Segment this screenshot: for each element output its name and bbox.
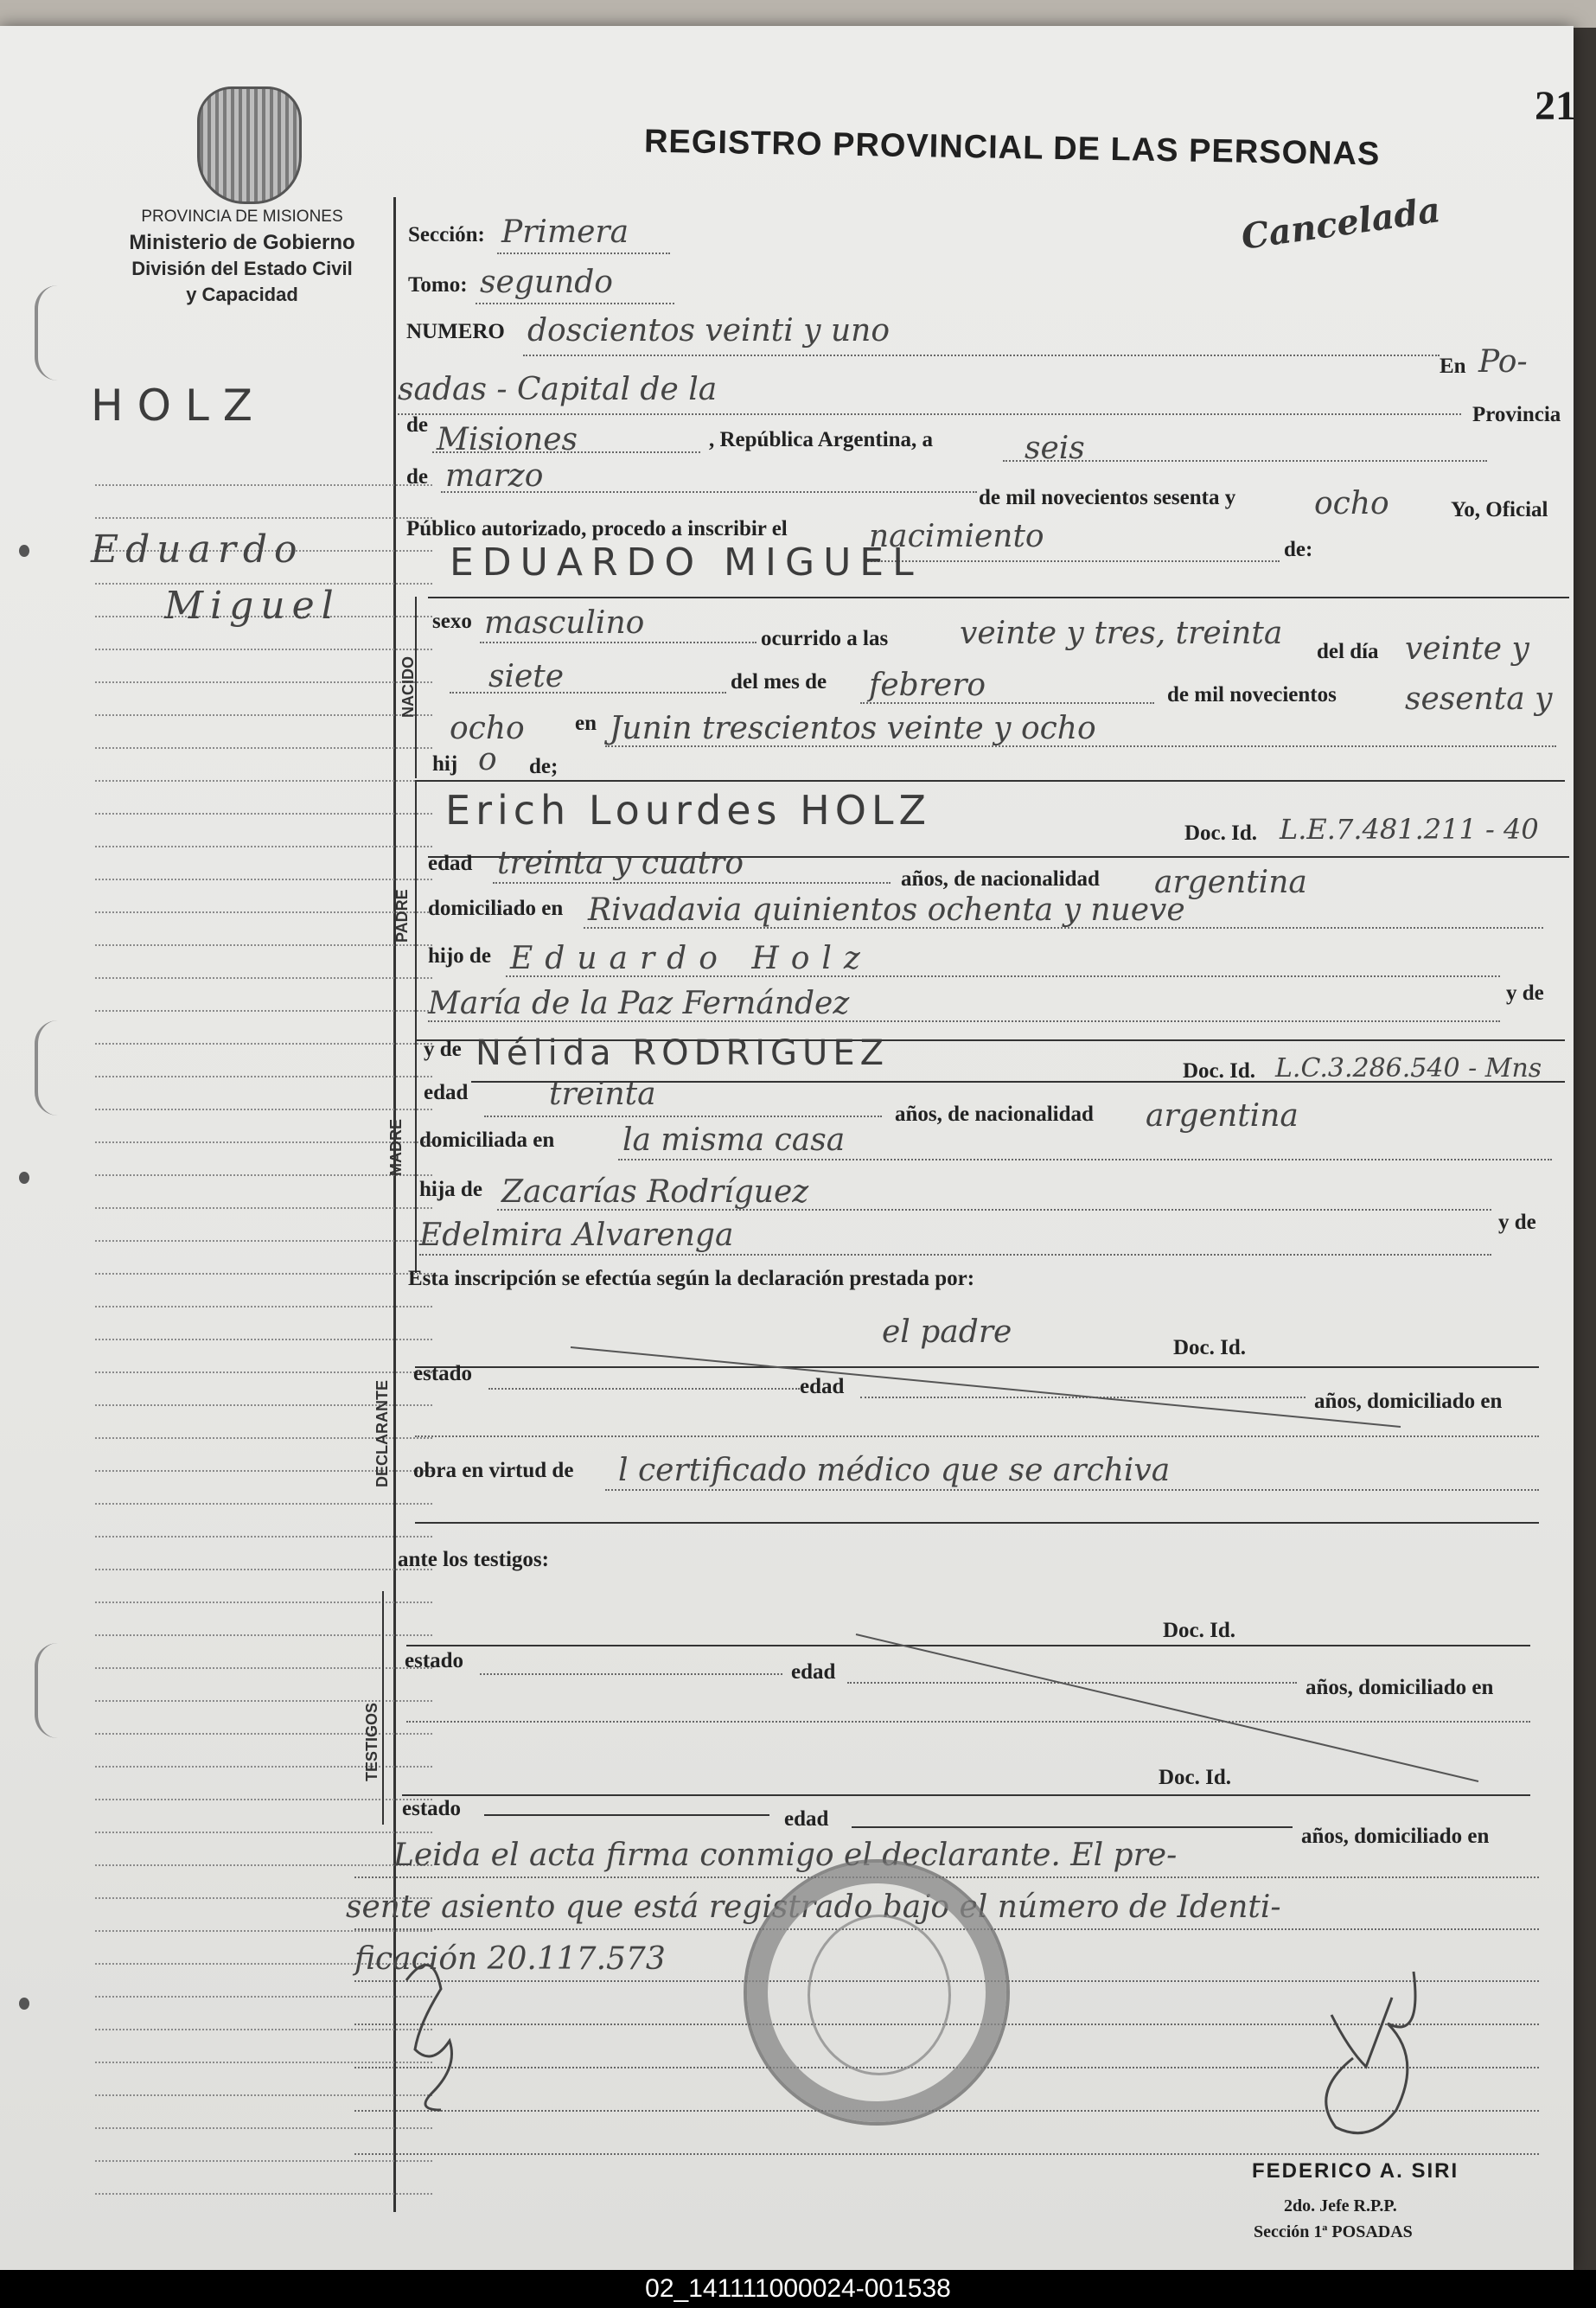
madre-dom-value: la misma casa: [622, 1122, 846, 1158]
de-label: de: [406, 413, 428, 437]
page-number: 21: [1535, 83, 1576, 129]
officer-section: Sección 1ª POSADAS: [1254, 2222, 1413, 2241]
hij-label: hij: [432, 752, 458, 776]
header-province: PROVINCIA DE MISIONES: [141, 208, 343, 226]
de2-label: de: [406, 465, 428, 489]
padre-yde-label: y de: [1506, 981, 1544, 1005]
del-dia-label: del día: [1317, 640, 1379, 663]
seccion-value: Primera: [501, 214, 629, 250]
ocurrido-label: ocurrido a las: [761, 627, 889, 650]
page-title: REGISTRO PROVINCIAL DE LAS PERSONAS: [643, 123, 1381, 173]
en-label: En: [1440, 355, 1466, 378]
madre-hija-label: hija de: [419, 1178, 482, 1201]
city-value: sadas - Capital de la: [398, 372, 718, 407]
padre-nombre: Erich Lourdes HOLZ: [445, 787, 932, 834]
anio-value-a: sesenta y: [1405, 681, 1553, 717]
child-name: EDUARDO MIGUEL: [450, 540, 922, 585]
seccion-label: Sección:: [408, 223, 485, 246]
de-value: Misiones: [437, 422, 578, 457]
dia-value-b: siete: [488, 659, 565, 694]
padre-nac-label: años, de nacionalidad: [901, 867, 1100, 891]
publico-label: Público autorizado, procedo a inscribir el: [406, 517, 788, 540]
declarant-signature: [406, 1965, 452, 2110]
padre-doc-value: L.E.7.481.211 - 40: [1280, 813, 1539, 846]
lugar-value: Junin trescientos veinte y ocho: [610, 711, 1096, 746]
mil-label: de mil novecientos sesenta y: [979, 486, 1236, 509]
declarante-obra-value: l certificado médico que se archiva: [618, 1453, 1171, 1488]
testigo2-edad-label: edad: [784, 1807, 829, 1831]
tomo-value: segundo: [480, 265, 613, 300]
note-line-1: Leida el acta firma conmigo el declarante. El pre-: [393, 1838, 1178, 1873]
nacido-en-label: en: [575, 712, 597, 735]
padre-edad-label: edad: [428, 852, 473, 875]
madre-yde2-label: y de: [1498, 1211, 1536, 1234]
mes-value: marzo: [445, 458, 544, 494]
hij-de-label: de;: [529, 755, 559, 778]
declarante-doc-label: Doc. Id.: [1173, 1336, 1247, 1359]
declarante-obra-label: obra en virtud de: [413, 1459, 574, 1482]
madre-edad-label: edad: [424, 1081, 469, 1104]
margin-surname: HOLZ: [91, 380, 267, 431]
sexo-label: sexo: [432, 610, 472, 633]
madre-nombre: Nélida RODRIGUEZ: [476, 1033, 889, 1073]
header-ministry: Ministerio de Gobierno: [129, 231, 355, 254]
hij-value: o: [478, 742, 497, 777]
header-division-2: y Capacidad: [186, 284, 298, 305]
dia-value-a: veinte y: [1405, 631, 1529, 667]
padre-madre-value: María de la Paz Fernández: [428, 986, 850, 1021]
tomo-label: Tomo:: [408, 273, 468, 297]
madre-madre-value: Edelmira Alvarenga: [419, 1218, 734, 1253]
section-testigos: TESTIGOS: [363, 1702, 380, 1781]
testigo1-dom-label: años, domiciliado en: [1306, 1676, 1494, 1699]
oficial-label: Yo, Oficial: [1451, 498, 1548, 521]
image-id-footer: 02_141111000024-001538: [0, 2270, 1596, 2308]
padre-hijo-label: hijo de: [428, 944, 491, 968]
hora-value: veinte y tres, treinta: [960, 616, 1283, 651]
padre-edad-value: treinta y cuatro: [497, 846, 744, 881]
margin-given-name-2: Miguel: [164, 584, 341, 628]
dia-value: seis: [1025, 431, 1085, 466]
declarante-intro: Esta inscripción se efectúa según la declaración prestada por:: [408, 1267, 975, 1290]
cancel-stamp: Cancelada: [1238, 189, 1443, 258]
officer-title: 2do. Jefe R.P.P.: [1284, 2196, 1397, 2215]
madre-edad-value: treinta: [549, 1077, 656, 1112]
note-line-3: ficación 20.117.573: [354, 1941, 666, 1977]
madre-nac-label: años, de nacionalidad: [895, 1103, 1094, 1126]
header-division: División del Estado Civil: [131, 258, 353, 279]
numero-value: doscientos veinti y uno: [527, 313, 891, 348]
anio-value-b: ocho: [450, 711, 525, 746]
del-mes-label: del mes de: [731, 670, 827, 694]
madre-dom-label: domiciliada en: [419, 1128, 555, 1152]
note-line-2: sente asiento que está registrado bajo el número de Identi-: [346, 1889, 1281, 1925]
nacido-mil-label: de mil novecientos: [1167, 683, 1337, 706]
testigo1-edad-label: edad: [791, 1660, 836, 1684]
padre-dom-value: Rivadavia quinientos ochenta y nueve: [588, 892, 1185, 928]
madre-doc-label: Doc. Id.: [1183, 1059, 1256, 1083]
declarante-nombre: el padre: [882, 1314, 1012, 1350]
section-declarante: DECLARANTE: [373, 1380, 391, 1487]
provincia-label: Provincia: [1472, 403, 1561, 426]
section-padre: PADRE: [393, 889, 411, 943]
padre-nac-value: argentina: [1154, 865, 1307, 900]
de3-label: de:: [1284, 538, 1313, 561]
testigo2-estado-label: estado: [402, 1797, 462, 1820]
officer-signature: [1326, 1972, 1415, 2133]
section-nacido: NACIDO: [399, 656, 417, 718]
madre-hija-value: Zacarías Rodríguez: [501, 1174, 809, 1210]
margin-given-name-1: Eduardo: [91, 527, 304, 572]
declarante-edad-label: edad: [800, 1375, 845, 1398]
testigos-intro: ante los testigos:: [398, 1548, 549, 1571]
sexo-value: masculino: [484, 605, 645, 641]
declarante-estado-label: estado: [413, 1362, 473, 1385]
testigo1-estado-label: estado: [405, 1649, 464, 1672]
madre-yde-label: y de: [424, 1038, 462, 1061]
declarante-dom-label: años, domiciliado en: [1314, 1390, 1503, 1413]
testigo2-dom-label: años, domiciliado en: [1301, 1825, 1490, 1848]
padre-dom-label: domiciliado en: [428, 897, 564, 920]
madre-nac-value: argentina: [1146, 1098, 1299, 1134]
nacido-mes-value: febrero: [869, 668, 986, 703]
acto-value: nacimiento: [869, 519, 1044, 554]
republica-label: , República Argentina, a: [709, 428, 934, 451]
testigo1-doc-label: Doc. Id.: [1163, 1619, 1236, 1642]
padre-doc-label: Doc. Id.: [1184, 822, 1258, 845]
numero-label: NUMERO: [406, 320, 505, 343]
section-madre: MADRE: [387, 1119, 405, 1176]
anio-value: ocho: [1314, 486, 1389, 521]
officer-name: FEDERICO A. SIRI: [1252, 2159, 1459, 2183]
testigo2-doc-label: Doc. Id.: [1159, 1766, 1232, 1789]
madre-doc-value: L.C.3.286.540 - Mns: [1275, 1053, 1542, 1084]
en-value: Po-: [1478, 344, 1528, 380]
padre-hijo-value: Eduardo Holz: [510, 941, 872, 976]
